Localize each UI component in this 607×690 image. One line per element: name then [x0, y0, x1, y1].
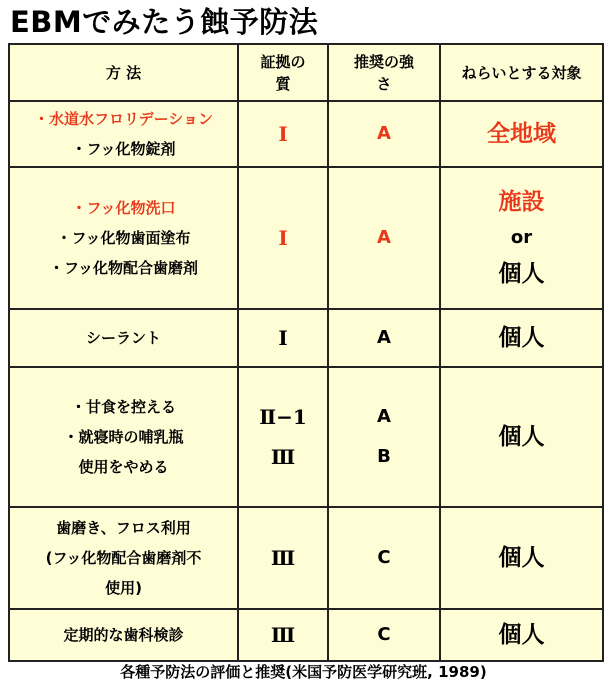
recommendation-cell: [328, 367, 440, 507]
method-cell: [9, 507, 238, 609]
method-cell: [9, 367, 238, 507]
method-line: 使用をやめる: [78, 458, 169, 476]
recommendation-cell: [328, 101, 440, 167]
table-row: [9, 309, 603, 367]
prevention-methods-table: [8, 43, 604, 662]
table-row: [9, 167, 603, 309]
evidence-grade: Ⅰ: [278, 122, 288, 146]
method-line: ・就寝時の哺乳瓶: [63, 428, 184, 446]
method-line: 使用): [105, 579, 142, 597]
header-evidence: [238, 44, 328, 101]
header-recommendation-line1: 推奨の強: [353, 52, 414, 71]
header-evidence-line2: 質: [275, 74, 291, 93]
table-caption: 各種予防法の評価と推奨(米国予防医学研究班, 1989): [120, 663, 487, 681]
evidence-cell: [238, 609, 328, 661]
table-row: [9, 101, 603, 167]
table-row: [9, 367, 603, 507]
header-recommendation: [328, 44, 440, 101]
header-row: [9, 44, 603, 101]
target-label: or: [510, 227, 533, 248]
recommendation-grade: C: [377, 547, 391, 568]
target-label: 個人: [498, 622, 545, 648]
evidence-grade: Ⅰ: [278, 326, 288, 350]
recommendation-grade: A: [377, 227, 391, 248]
recommendation-grade: B: [377, 446, 391, 467]
evidence-cell: [238, 367, 328, 507]
recommendation-cell: [328, 609, 440, 661]
header-recommendation-line2: さ: [376, 74, 392, 93]
target-cell: [440, 167, 603, 309]
method-line: ・フッ化物錠剤: [71, 140, 176, 158]
method-cell: [9, 609, 238, 661]
method-line: ・フッ化物洗口: [71, 199, 176, 217]
evidence-grade: Ⅱ−1: [259, 405, 307, 429]
target-cell: [440, 309, 603, 367]
method-line: ・フッ化物配合歯磨剤: [49, 259, 198, 277]
method-line: ・水道水フロリデーション: [33, 110, 214, 128]
evidence-grade: Ⅲ: [270, 546, 296, 570]
method-line: 定期的な歯科検診: [63, 626, 184, 644]
header-target: ねらいとする対象: [440, 44, 603, 101]
target-cell: [440, 101, 603, 167]
method-cell: [9, 167, 238, 309]
evidence-cell: [238, 101, 328, 167]
target-label: 個人: [498, 325, 545, 351]
target-label: 全地域: [487, 121, 556, 147]
evidence-cell: [238, 309, 328, 367]
recommendation-cell: [328, 507, 440, 609]
target-cell: [440, 507, 603, 609]
page-title: EBMでみたう蝕予防法: [10, 5, 319, 39]
target-label: 個人: [498, 261, 545, 287]
header-method: 方 法: [9, 44, 238, 101]
table-row: [9, 507, 603, 609]
header-evidence-line1: 証拠の: [260, 52, 306, 71]
recommendation-cell: [328, 309, 440, 367]
method-cell: [9, 101, 238, 167]
evidence-cell: [238, 507, 328, 609]
method-line: シーラント: [85, 329, 161, 347]
recommendation-grade: A: [377, 123, 391, 144]
method-line: ・フッ化物歯面塗布: [56, 229, 191, 247]
target-label: 個人: [498, 545, 545, 571]
recommendation-cell: [328, 167, 440, 309]
recommendation-grade: A: [377, 406, 391, 427]
target-cell: [440, 609, 603, 661]
method-cell: [9, 309, 238, 367]
evidence-grade: Ⅲ: [270, 623, 296, 647]
target-label: 施設: [498, 189, 545, 215]
method-line: (フッ化物配合歯磨剤不: [45, 549, 202, 567]
recommendation-grade: A: [377, 327, 391, 348]
table-row: [9, 609, 603, 661]
evidence-cell: [238, 167, 328, 309]
recommendation-grade: C: [377, 624, 391, 645]
target-label: 個人: [498, 424, 545, 450]
target-cell: [440, 367, 603, 507]
evidence-grade: Ⅲ: [270, 445, 296, 469]
evidence-grade: Ⅰ: [278, 226, 288, 250]
method-line: 歯磨き、フロス利用: [56, 519, 191, 537]
method-line: ・甘食を控える: [70, 398, 176, 416]
